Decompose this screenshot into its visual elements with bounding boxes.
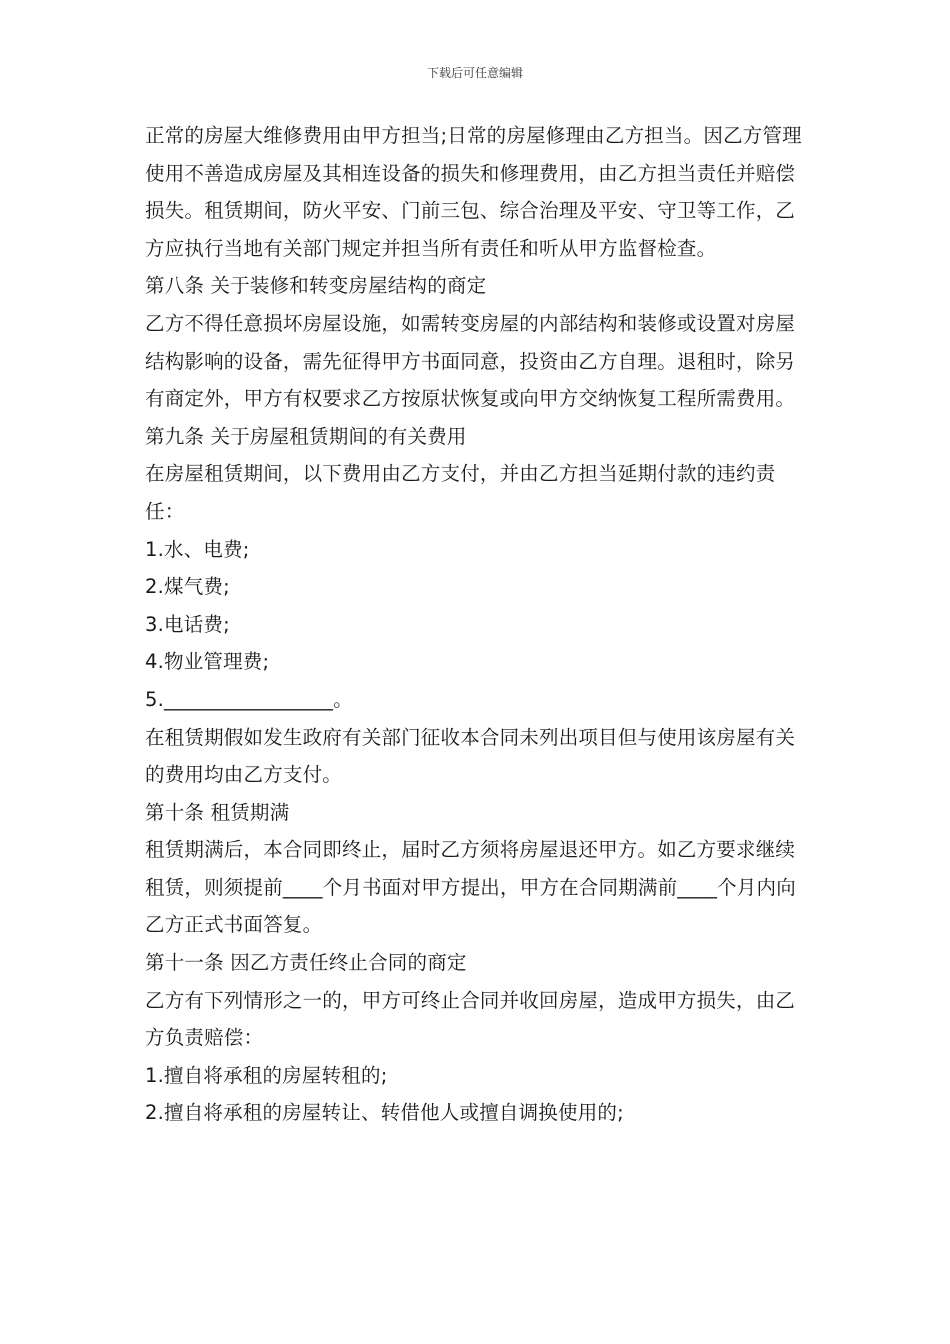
list-item: 2.煤气费; — [145, 575, 230, 599]
paragraph-maintenance: 正常的房屋大维修费用由甲方担当;日常的房屋修理由乙方担当。因乙方管理使用不善造成房屋及其相连设备的损失和修理费用，由乙方担当责任并赔偿损失。租赁期间，防火平安、门前三包、综合治理及平安、守卫等工作，乙方应执行当地有关部门规定并担当所有责任和听从甲方监督检查。 — [145, 124, 802, 260]
paragraph-renovation: 乙方不得任意损坏房屋设施，如需转变房屋的内部结构和装修或设置对房屋结构影响的设备，需先征得甲方书面同意，投资由乙方自理。退租时，除另有商定外，甲方有权要求乙方按原状恢复或向甲方交纳恢复工程所需费用。 — [145, 311, 796, 411]
page-header: 下载后可任意编辑 — [426, 66, 523, 80]
paragraph-lease-expiry: 租赁期满后，本合同即终止，届时乙方须将房屋退还甲方。如乙方要求继续租赁，则须提前____个月书面对甲方提出，甲方在合同期满前____个月内向乙方正式书面答复。 — [145, 838, 796, 937]
list-item: 3.电话费; — [145, 612, 230, 636]
document-body — [145, 117, 810, 1132]
article-8-heading: 第八条 关于装修和转变房屋结构的商定 — [145, 274, 487, 298]
list-item: 4.物业管理费; — [145, 650, 270, 674]
list-item: 1.擅自将承租的房屋转租的; — [145, 1063, 388, 1087]
list-item: 1.水、电费; — [145, 537, 250, 561]
list-item: 2.擅自将承租的房屋转让、转借他人或擅自调换使用的; — [145, 1101, 624, 1125]
paragraph-fees-intro: 在房屋租赁期间，以下费用由乙方支付，并由乙方担当延期付款的违约责任： — [145, 462, 776, 523]
paragraph-government-fees: 在租赁期假如发生政府有关部门征收本合同未列出项目但与使用该房屋有关的费用均由乙方支付。 — [145, 725, 796, 787]
list-item: 5._________________。 — [145, 687, 353, 711]
article-11-heading: 第十一条 因乙方责任终止合同的商定 — [145, 951, 467, 975]
article-9-heading: 第九条 关于房屋租赁期间的有关费用 — [145, 424, 467, 448]
paragraph-termination-intro: 乙方有下列情形之一的，甲方可终止合同并收回房屋，造成甲方损失，由乙方负责赔偿： — [145, 988, 796, 1050]
article-10-heading: 第十条 租赁期满 — [145, 800, 290, 824]
